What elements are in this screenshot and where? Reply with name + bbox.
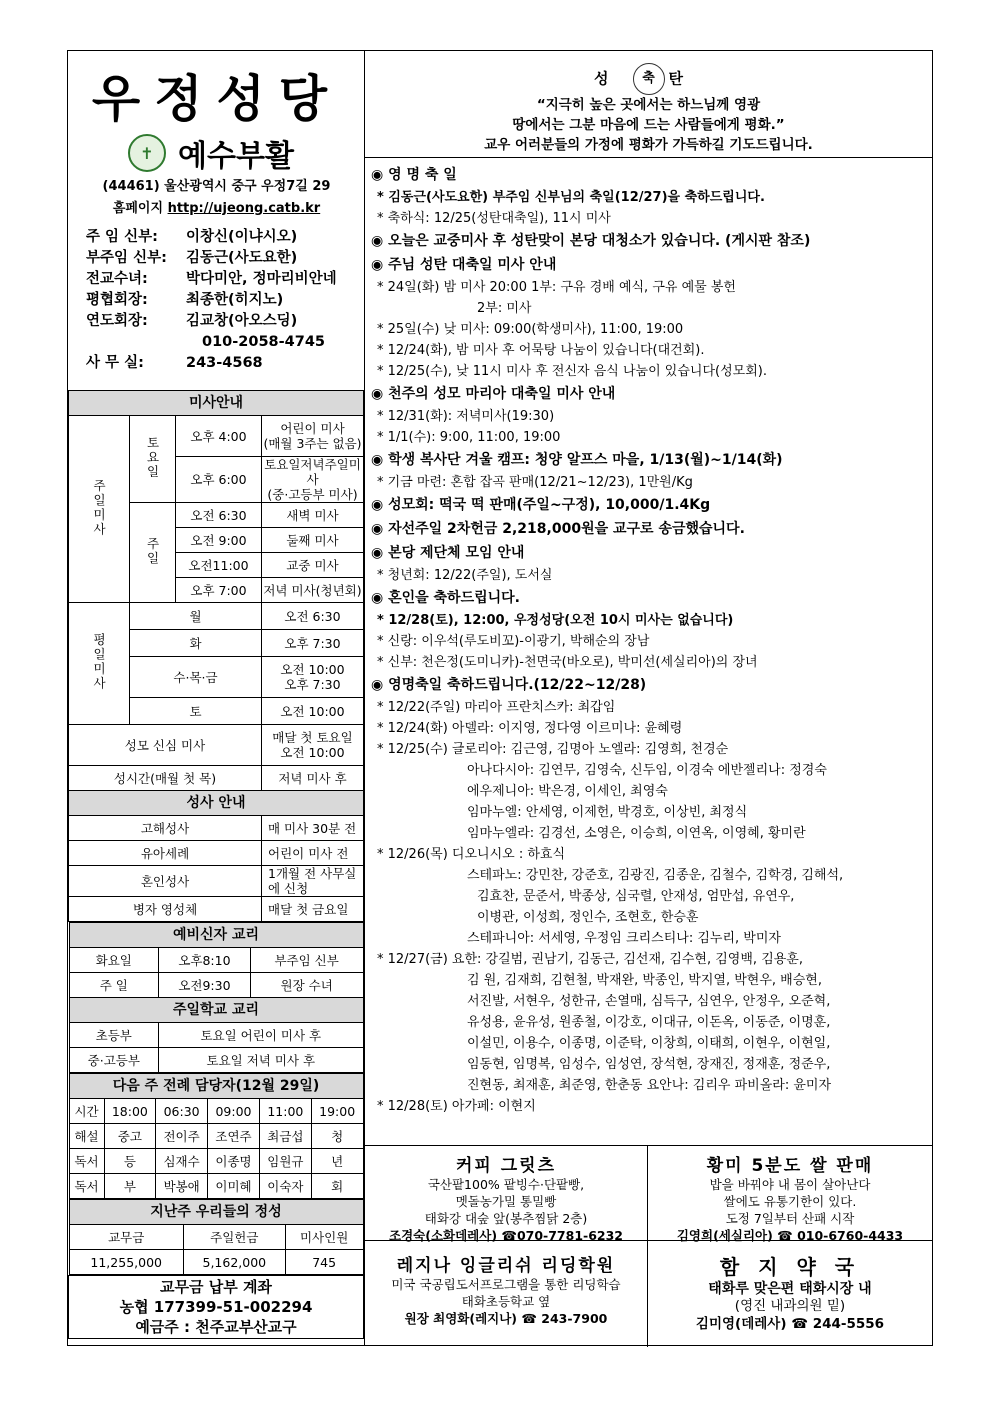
offering-col: 미사인원 (285, 1225, 363, 1250)
duty-cell: 독서 (69, 1149, 104, 1174)
weekday-day: 월 (130, 603, 262, 630)
notice-heading: ◉ 영명축일 축하드립니다.(12/22~12/28) (371, 677, 647, 693)
catechumen-day: 화요일 (69, 948, 159, 973)
duty-col: 11:00 (259, 1099, 311, 1124)
ad-desc: 태화루 맞은편 태화시장 내 (708, 1281, 872, 1297)
mass-time: 오후 4:00 (176, 416, 262, 457)
sub-table-container (69, 1199, 364, 1276)
duty-cell: 해설 (69, 1124, 104, 1149)
christmas-title-b: 탄 (668, 69, 703, 88)
notice-heading: ◉ 오늘은 교중미사 후 성탄맞이 본당 대청소가 있습니다. (게시판 참조) (371, 233, 811, 249)
table-row (69, 791, 364, 816)
notice-item: 서진발, 서현우, 성한규, 손열매, 심득구, 심연우, 안정우, 오준혁, (467, 994, 831, 1009)
ad-desc: 도정 7일부터 산패 시작 (725, 1211, 855, 1226)
sacrament-value: 어린이 미사 전 (262, 841, 364, 866)
sub-table (69, 922, 364, 1073)
ad-desc: 쌀에도 유통기한이 있다. (723, 1194, 857, 1209)
catechumen-time: 오후8:10 (159, 948, 251, 973)
notice-heading: ◉ 혼인을 축하드립니다. (371, 590, 520, 606)
notice-item: * 12/24(화), 밤 미사 후 어묵탕 나눔이 있습니다(대건회). (377, 343, 705, 358)
staff-label: 평협회장: (86, 292, 148, 308)
mass-table (68, 390, 364, 1339)
duty-cell: 박봉애 (156, 1174, 208, 1199)
account-title: 교무금 납부 계좌 (160, 1278, 272, 1296)
ad-academy (365, 1240, 648, 1347)
table-row (69, 1276, 364, 1339)
sub-table-container (69, 922, 364, 1074)
notice-item: * 12/27(금) 요한: 강길범, 권남기, 김동근, 김선재, 김수현, 김영백, 김용훈, (377, 952, 803, 967)
notice-heading: ◉ 본당 제단체 모임 안내 (371, 545, 525, 561)
duty-cell: 등 (104, 1149, 156, 1174)
weekday-day: 토 (130, 698, 262, 725)
parish-logo-icon: ✝ (128, 134, 166, 172)
weekday-mass-label (69, 603, 130, 725)
table-row (69, 1074, 363, 1099)
table-row (69, 866, 364, 897)
school-label: 중·고등부 (69, 1048, 159, 1073)
section-header: 성사 안내 (69, 791, 364, 816)
notices (371, 163, 928, 1117)
ad-desc: 태화초등학교 옆 (461, 1294, 551, 1309)
duty-cell: 임원규 (259, 1149, 311, 1174)
ad-desc: 태화강 대숲 앞(봉추찜닭 2층) (424, 1211, 588, 1226)
table-row (69, 841, 364, 866)
marian-label: 성모 신심 미사 (69, 725, 262, 766)
right-column (365, 51, 932, 1345)
staff-row (86, 332, 356, 353)
notice-item: 김효찬, 문준서, 박종상, 심국렬, 안재성, 엄만섭, 유연우, (477, 889, 795, 904)
duty-cell: 년 (311, 1149, 363, 1174)
vertical-label: 주일 (145, 536, 160, 566)
section-header: 다음 주 전례 담당자(12월 29일) (69, 1074, 363, 1099)
notice-item: * 12/26(목) 디오니시오 : 하효식 (377, 847, 566, 862)
staff-row (86, 353, 356, 374)
table-row (69, 416, 364, 457)
celebration-icon: 축 (633, 63, 665, 95)
mass-time: 오전 6:30 (176, 503, 262, 528)
school-label: 초등부 (69, 1023, 159, 1048)
notice-item: * 12/25(수), 낮 11시 미사 후 전신자 음식 나눔이 있습니다(성모회). (377, 364, 767, 379)
notice-heading: ◉ 자선주일 2차헌금 2,218,000원을 교구로 송금했습니다. (371, 521, 745, 537)
notice-item: * 신랑: 이우석(루도비꼬)-이광기, 박해순의 장남 (377, 634, 650, 649)
weekday-day: 화 (130, 630, 262, 657)
table-row (69, 1225, 363, 1250)
notice-item: 유성용, 윤유성, 원종철, 이강호, 이대규, 이돈옥, 이동준, 이명훈, (467, 1015, 831, 1030)
mass-time: 오후 6:00 (176, 457, 262, 503)
notice-item: 진현동, 최재훈, 최준영, 한춘동 요안나: 김리우 파비올라: 윤미자 (467, 1078, 832, 1093)
notice-item: 스테파니아: 서세영, 우정임 크리스티나: 김누리, 박미자 (467, 931, 781, 946)
ad-desc: (영진 내과의원 밑) (734, 1298, 846, 1314)
duty-cell: 조연주 (208, 1124, 260, 1149)
left-column (68, 51, 365, 1345)
offering-col: 교무금 (69, 1225, 183, 1250)
offering-value: 745 (285, 1250, 363, 1275)
ad-title: 레지나 잉글리쉬 리딩학원 (396, 1256, 616, 1276)
table-row (69, 603, 364, 630)
saturday-label (130, 416, 176, 503)
table-row (69, 1174, 363, 1199)
duty-cell: 청 (311, 1124, 363, 1149)
duty-cell: 회 (311, 1174, 363, 1199)
notice-item: * 청년회: 12/22(주일), 도서실 (377, 568, 553, 583)
staff-value: 박다미안, 정마리비안네 (186, 271, 337, 287)
offering-value: 5,162,000 (183, 1250, 285, 1275)
section-header: 미사안내 (69, 391, 364, 416)
notice-heading: ◉ 주님 성탄 대축일 미사 안내 (371, 257, 557, 273)
duty-cell: 이숙자 (259, 1174, 311, 1199)
sacrament-label: 혼인성사 (69, 866, 262, 897)
vertical-label: 토요일 (145, 435, 160, 480)
ad-title: 커피 그릿츠 (455, 1156, 557, 1176)
staff-value: 010-2058-4745 (202, 334, 326, 350)
notice-item: * 1/1(수): 9:00, 11:00, 19:00 (377, 430, 561, 445)
offering-col: 주일헌금 (183, 1225, 285, 1250)
vertical-label: 평일미사 (91, 633, 107, 691)
offering-value: 11,255,000 (69, 1250, 183, 1275)
homepage-label: 홈페이지 (112, 201, 164, 216)
notice-heading: ◉ 성모회: 떡국 떡 판매(주일~구정), 10,000/1.4Kg (371, 497, 711, 513)
mass-time: 오후 7:00 (176, 578, 262, 603)
staff-list (86, 227, 356, 374)
subtitle (128, 129, 358, 177)
bulletin-page (67, 50, 933, 1346)
christmas-title (365, 63, 932, 95)
duty-col: 06:30 (156, 1099, 208, 1124)
account-box (69, 1276, 364, 1339)
address: (44461) 울산광역시 중구 우정7길 29 (102, 179, 331, 194)
table-row (69, 725, 364, 766)
weekday-time: 오전 10:00 (262, 698, 364, 725)
ad-pharmacy (648, 1240, 932, 1347)
table-row (69, 391, 364, 416)
notice-item: * 축하식: 12/25(성탄대축일), 11시 미사 (377, 211, 611, 226)
table-row (69, 1073, 364, 1199)
ad-desc: 밥을 바꿔야 내 몸이 살아난다 (709, 1177, 871, 1192)
table-row (69, 1023, 363, 1048)
mass-time: 오전 9:00 (176, 528, 262, 553)
ad-contact: 원장 최영화(레지나) ☎ 243-7900 (404, 1311, 608, 1326)
table-row (69, 816, 364, 841)
duty-cell: 심재수 (156, 1149, 208, 1174)
ad-desc: 국산팥100% 팥빙수·단팥빵, (427, 1177, 585, 1192)
ad-coffee (365, 1145, 648, 1243)
notice-item: * 12/22(주일) 마리아 프란치스카: 최갑임 (377, 700, 616, 715)
weekday-time: 오전 6:30 (262, 603, 364, 630)
staff-row (86, 227, 356, 248)
ad-desc: 미국 국공립도서프로그램을 통한 리딩학습 (391, 1277, 621, 1292)
mass-desc: 저녁 미사(청년회) (262, 578, 364, 603)
catechumen-leader: 원장 수녀 (250, 973, 363, 998)
staff-label: 주 임 신부: (86, 229, 158, 245)
sacrament-label: 유아세례 (69, 841, 262, 866)
ad-title: 황미 5분도 쌀 판매 (706, 1156, 874, 1176)
staff-value: 최종한(히지노) (186, 292, 284, 308)
vertical-label: 주일미사 (91, 478, 107, 537)
table-row (69, 998, 363, 1023)
ad-rice (648, 1145, 932, 1243)
duty-cell: 전이주 (156, 1124, 208, 1149)
catechumen-time: 오전9:30 (159, 973, 251, 998)
staff-label: 전교수녀: (86, 271, 148, 287)
holyhour-value: 저녁 미사 후 (262, 766, 364, 791)
section-header: 주일학교 교리 (69, 998, 363, 1023)
marian-value: 매달 첫 토요일 오전 10:00 (262, 725, 364, 766)
mass-desc: 교중 미사 (262, 553, 364, 578)
section-header: 예비신자 교리 (69, 923, 363, 948)
ad-contact: 김영희(세실리아) ☎ 010-6760-4433 (676, 1228, 904, 1243)
weekday-time: 오후 7:30 (262, 630, 364, 657)
duty-col: 19:00 (311, 1099, 363, 1124)
table-row (69, 1199, 364, 1276)
table-row (69, 897, 364, 922)
staff-value: 김동근(사도요한) (186, 250, 298, 266)
sacrament-value: 매 미사 30분 전 (262, 816, 364, 841)
sacrament-label: 고해성사 (69, 816, 262, 841)
duty-cell: 부 (104, 1174, 156, 1199)
holyhour-label: 성시간(매월 첫 목) (69, 766, 262, 791)
table-row (69, 948, 363, 973)
catechumen-day: 주 일 (69, 973, 159, 998)
staff-value: 김교창(아오스딩) (186, 313, 298, 329)
quote-line-3: 교우 어러분들의 가정에 평화가 가득하길 기도드립니다. (484, 137, 813, 153)
notice-item: * 12/28(토) 아가페: 이현지 (377, 1099, 536, 1114)
table-row (69, 1250, 363, 1275)
school-value: 토요일 어린이 미사 후 (159, 1023, 363, 1048)
duty-cell: 중고 (104, 1124, 156, 1149)
school-value: 토요일 저녁 미사 후 (159, 1048, 363, 1073)
sunday-mass-label (69, 416, 130, 603)
sunday-label (130, 503, 176, 603)
notice-item: 김 원, 김재희, 김현철, 박재완, 박종인, 박지열, 박현우, 배승현, (467, 973, 822, 988)
table-row (69, 1200, 363, 1225)
staff-row (86, 311, 356, 332)
weekday-time: 오전 10:00 오후 7:30 (262, 657, 364, 698)
staff-label: 사 무 실: (86, 355, 144, 371)
notice-item: 아나다시아: 김연무, 김영숙, 신두임, 이경숙 에반젤리나: 정경숙 (467, 763, 827, 778)
notice-item: * 12/28(토), 12:00, 우정성당(오전 10시 미사는 없습니다) (377, 613, 734, 628)
notice-heading: ◉ 천주의 성모 마리아 대축일 미사 안내 (371, 386, 616, 402)
staff-value: 이창신(이냐시오) (186, 229, 298, 245)
notice-item: * 기금 마련: 혼합 잡곡 판매(12/21~12/23), 1만원/Kg (377, 475, 693, 490)
notice-heading: ◉ 학생 복사단 겨울 캠프: 청양 알프스 마을, 1/13(월)~1/14(화) (371, 452, 783, 468)
notice-item: * 신부: 천은정(도미니카)-천면국(바오로), 박미선(세실리아)의 장녀 (377, 655, 758, 670)
sacrament-value: 1개월 전 사무실에 신청 (262, 866, 364, 897)
duty-cell: 이종명 (208, 1149, 260, 1174)
sub-table-container (69, 1073, 364, 1199)
homepage (68, 197, 365, 216)
subtitle-text: 예수부활 (178, 139, 294, 174)
mass-time: 오전11:00 (176, 553, 262, 578)
table-row (69, 1048, 363, 1073)
notice-item: 이설민, 이용수, 이종명, 이준탁, 이창희, 이태희, 이현우, 이현일, (467, 1036, 831, 1051)
duty-cell: 이미혜 (208, 1174, 260, 1199)
christmas-greeting (365, 51, 932, 158)
notice-item: 임마누엘라: 김경선, 소영은, 이승희, 이연옥, 이영혜, 황미란 (467, 826, 806, 841)
duty-col: 시간 (69, 1099, 104, 1124)
notice-item: * 25일(수) 낮 미사: 09:00(학생미사), 11:00, 19:00 (377, 322, 684, 337)
staff-value: 243-4568 (186, 355, 263, 371)
notice-item: 이병관, 이성희, 정인수, 조현호, 한승훈 (477, 910, 699, 925)
notice-item: * 김동근(사도요한) 부주임 신부님의 축일(12/27)을 축하드립니다. (377, 190, 765, 205)
table-row (69, 922, 364, 1074)
parish-title: 우정성당 (91, 70, 342, 128)
homepage-link[interactable]: http://ujeong.catb.kr (167, 201, 321, 216)
notice-item: 임마누엘: 안세영, 이제헌, 박경호, 이상빈, 최정식 (467, 805, 748, 820)
table-row (69, 1124, 363, 1149)
quote-line-1: “지극히 높은 곳에서는 하느님께 영광 (536, 97, 761, 113)
ad-title: 함 지 약 국 (719, 1255, 861, 1279)
christmas-title-a: 성 (594, 69, 629, 88)
notice-item: * 12/31(화): 저녁미사(19:30) (377, 409, 555, 424)
notice-item: * 12/25(수) 글로리아: 김근영, 김명아 노엘라: 김영희, 천경순 (377, 742, 729, 757)
table-row (69, 766, 364, 791)
duty-cell: 최금섭 (259, 1124, 311, 1149)
table-row (69, 1099, 363, 1124)
duty-cell: 독서 (69, 1174, 104, 1199)
notice-item: 스테파노: 강민찬, 강준호, 김광진, 김종운, 김철수, 김학경, 김해석, (467, 868, 844, 883)
sub-table (69, 1073, 364, 1199)
weekday-day: 수·목·금 (130, 657, 262, 698)
staff-row (86, 269, 356, 290)
sacrament-label: 병자 영성체 (69, 897, 262, 922)
account-holder: 예금주 : 천주교부산교구 (135, 1318, 297, 1336)
notice-item: 에우제니아: 박은경, 이세인, 최영숙 (467, 784, 668, 799)
sacrament-value: 매달 첫 금요일 (262, 897, 364, 922)
staff-row (86, 248, 356, 269)
ad-contact: 김미영(데레사) ☎ 244-5556 (695, 1316, 885, 1332)
mass-desc: 토요일저녁주일미사 (중·고등부 미사) (262, 457, 364, 503)
account-number: 농협 177399-51-002294 (119, 1298, 313, 1316)
table-row (69, 1149, 363, 1174)
table-row (69, 973, 363, 998)
quote-line-2: 땅에서는 그분 마음에 드는 사람들에게 평화.” (512, 117, 785, 133)
notice-item: 임동현, 임명복, 임성수, 임성연, 장석현, 장재진, 정재훈, 정준우, (467, 1057, 831, 1072)
mass-desc: 새벽 미사 (262, 503, 364, 528)
notice-item: * 24일(화) 밤 미사 20:00 1부: 구유 경배 예식, 구유 예물 봉헌 (377, 280, 736, 295)
section-header: 지난주 우리들의 정성 (69, 1200, 363, 1225)
notice-item: * 12/24(화) 아델라: 이지영, 정다영 이르미나: 윤혜령 (377, 721, 683, 736)
duty-col: 18:00 (104, 1099, 156, 1124)
ad-desc: 멧돌농가밀 통밀빵 (455, 1194, 557, 1209)
staff-label: 연도회장: (86, 313, 148, 329)
staff-label: 부주임 신부: (86, 250, 167, 266)
catechumen-leader: 부주임 신부 (250, 948, 363, 973)
sub-table (69, 1199, 364, 1275)
staff-row (86, 290, 356, 311)
notice-heading: ◉ 영 명 축 일 (371, 167, 457, 183)
duty-col: 09:00 (208, 1099, 260, 1124)
ad-contact: 조경숙(소화데레사) ☎070-7781-6232 (389, 1228, 623, 1243)
mass-desc: 둘째 미사 (262, 528, 364, 553)
table-row (69, 923, 363, 948)
mass-desc: 어린이 미사 (매월 3주는 없음) (262, 416, 364, 457)
notice-item: 2부: 미사 (477, 301, 532, 316)
